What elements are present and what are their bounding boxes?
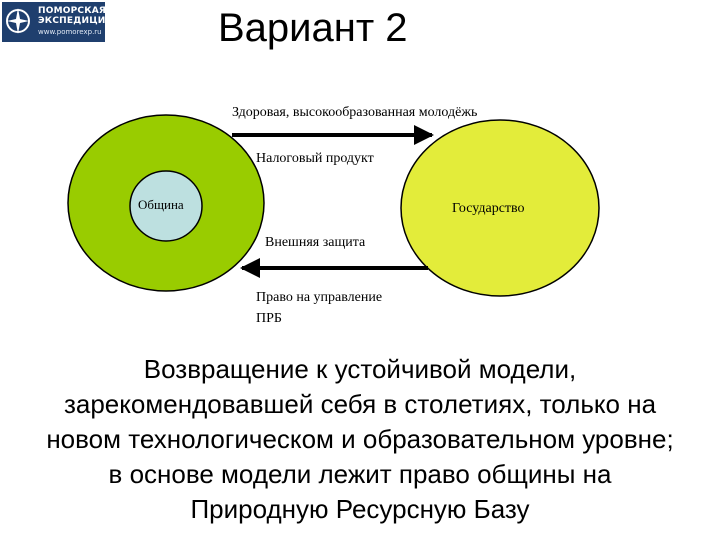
body-text xyxy=(20,352,700,527)
body-text-line: Возвращение к устойчивой модели, xyxy=(143,354,577,384)
flow-label-governance-right: Право на управление xyxy=(256,290,383,305)
flow-label-external-defense: Внешняя защита xyxy=(265,235,366,250)
logo-url: www.pomorexp.ru xyxy=(38,28,102,36)
flow-label-youth: Здоровая, высокообразованная молодёжь xyxy=(232,105,478,120)
slide-title: Вариант 2 xyxy=(218,6,408,50)
logo-text-line2: ЭКСПЕДИЦИЯ xyxy=(38,16,113,26)
logo-text-line1: ПОМОРСКАЯ xyxy=(38,6,107,16)
community-label: Община xyxy=(138,197,184,212)
flow-label-prb: ПРБ xyxy=(256,311,282,326)
state-label: Государство xyxy=(452,201,525,216)
flow-label-tax-product: Налоговый продукт xyxy=(256,151,374,166)
body-text-line: Природную Ресурсную Базу xyxy=(190,494,530,524)
body-text-line: в основе модели лежит право общины на xyxy=(108,459,612,489)
body-text-line: новом технологическом и образовательном уровне; xyxy=(46,424,674,454)
body-text-line: зарекомендовавшей себя в столетиях, только на xyxy=(63,389,657,419)
